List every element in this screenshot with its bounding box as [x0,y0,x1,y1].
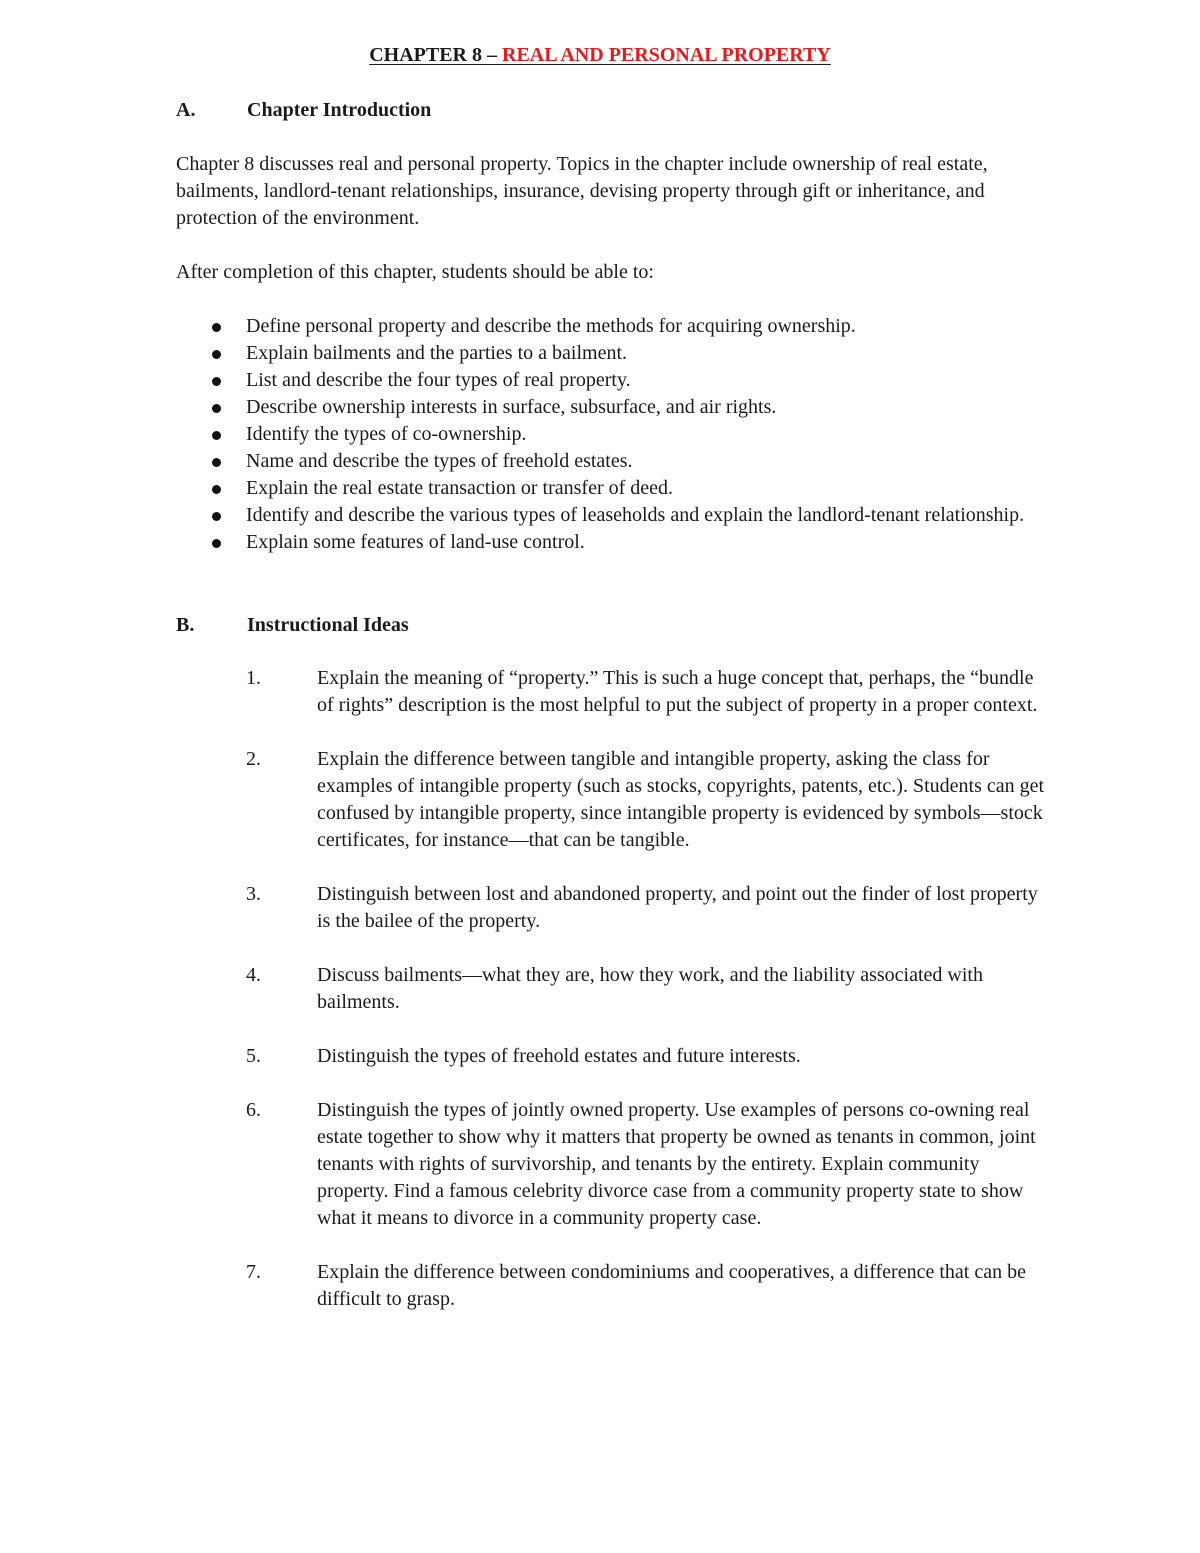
bullet-icon [212,458,221,467]
list-item: Define personal property and describe the methods for acquiring ownership. [176,313,1036,340]
item-number: 7. [246,1261,261,1283]
bullet-icon [212,485,221,494]
list-item [246,665,1046,719]
section-a-heading [176,97,431,124]
chapter-title-subject: REAL AND PERSONAL PROPERTY [502,44,831,66]
list-item: Identify the types of co-ownership. [176,421,1036,448]
list-item [246,881,1046,935]
item-text: Explain the difference between tangible and intangible property, asking the class for examples of intangible property (such as stocks, copyrights, patents, etc.). Students can get confused by intangible property, since intangible property is evidenced by symbols—stock certificates, for instance—that can be tangible. [317,748,1045,851]
chapter-title-prefix: CHAPTER 8 – [369,44,502,66]
item-number: 6. [246,1099,261,1121]
bullet-icon [212,512,221,521]
list-item [246,746,1046,854]
list-item: Explain bailments and the parties to a bailment. [176,340,1036,367]
item-text: Distinguish between lost and abandoned property, and point out the finder of lost property is the bailee of the property. [317,883,1038,932]
item-number: 2. [246,748,261,770]
learning-objectives-list [176,313,1036,556]
list-item [246,1043,1046,1070]
item-text: Distinguish the types of freehold estates and future interests. [317,1045,801,1067]
list-item: Explain some features of land-use control. [176,529,1036,556]
list-item: Describe ownership interests in surface, subsurface, and air rights. [176,394,1036,421]
instructional-ideas-list [246,665,1046,1340]
section-b-heading [176,612,409,639]
list-item [246,1259,1046,1313]
item-number: 4. [246,964,261,986]
item-text: Discuss bailments—what they are, how they work, and the liability associated with bailments. [317,964,983,1013]
item-text: Explain the difference between condominiums and cooperatives, a difference that can be difficult to grasp. [317,1261,1026,1310]
bullet-icon [212,431,221,440]
item-number: 1. [246,667,261,689]
section-a-letter: A. [176,99,196,121]
section-b-letter: B. [176,614,195,636]
list-item: Name and describe the types of freehold estates. [176,448,1036,475]
list-item: Identify and describe the various types of leaseholds and explain the landlord-tenant relationship. [176,502,1036,529]
section-a-title: Chapter Introduction [247,99,432,121]
chapter-intro-paragraph: Chapter 8 discusses real and personal property. Topics in the chapter include ownership of real estate, bailments, landlord-tenant relationships, insurance, devising property through gift or inheritance, and protection of the environment. [176,153,988,229]
bullet-icon [212,377,221,386]
list-item: List and describe the four types of real property. [176,367,1036,394]
bullet-icon [212,539,221,548]
bullet-icon [212,323,221,332]
chapter-title [0,42,1200,69]
bullet-icon [212,350,221,359]
list-item: Explain the real estate transaction or transfer of deed. [176,475,1036,502]
list-item [246,962,1046,1016]
item-text: Explain the meaning of “property.” This is such a huge concept that, perhaps, the “bundle of rights” description is the most helpful to put the subject of property in a proper context. [317,667,1038,716]
item-number: 3. [246,883,261,905]
item-number: 5. [246,1045,261,1067]
section-b-title: Instructional Ideas [247,614,409,636]
bullet-icon [212,404,221,413]
objectives-lead-in: After completion of this chapter, students should be able to: [176,261,654,283]
list-item [246,1097,1046,1232]
item-text: Distinguish the types of jointly owned property. Use examples of persons co-owning real estate together to show why it matters that property be owned as tenants in common, joint tenants with rights of survivorship, and tenants by the entirety. Explain community property. Find a famous celebrity divorce case from a community property state to show what it means to divorce in a community property case. [317,1099,1036,1229]
